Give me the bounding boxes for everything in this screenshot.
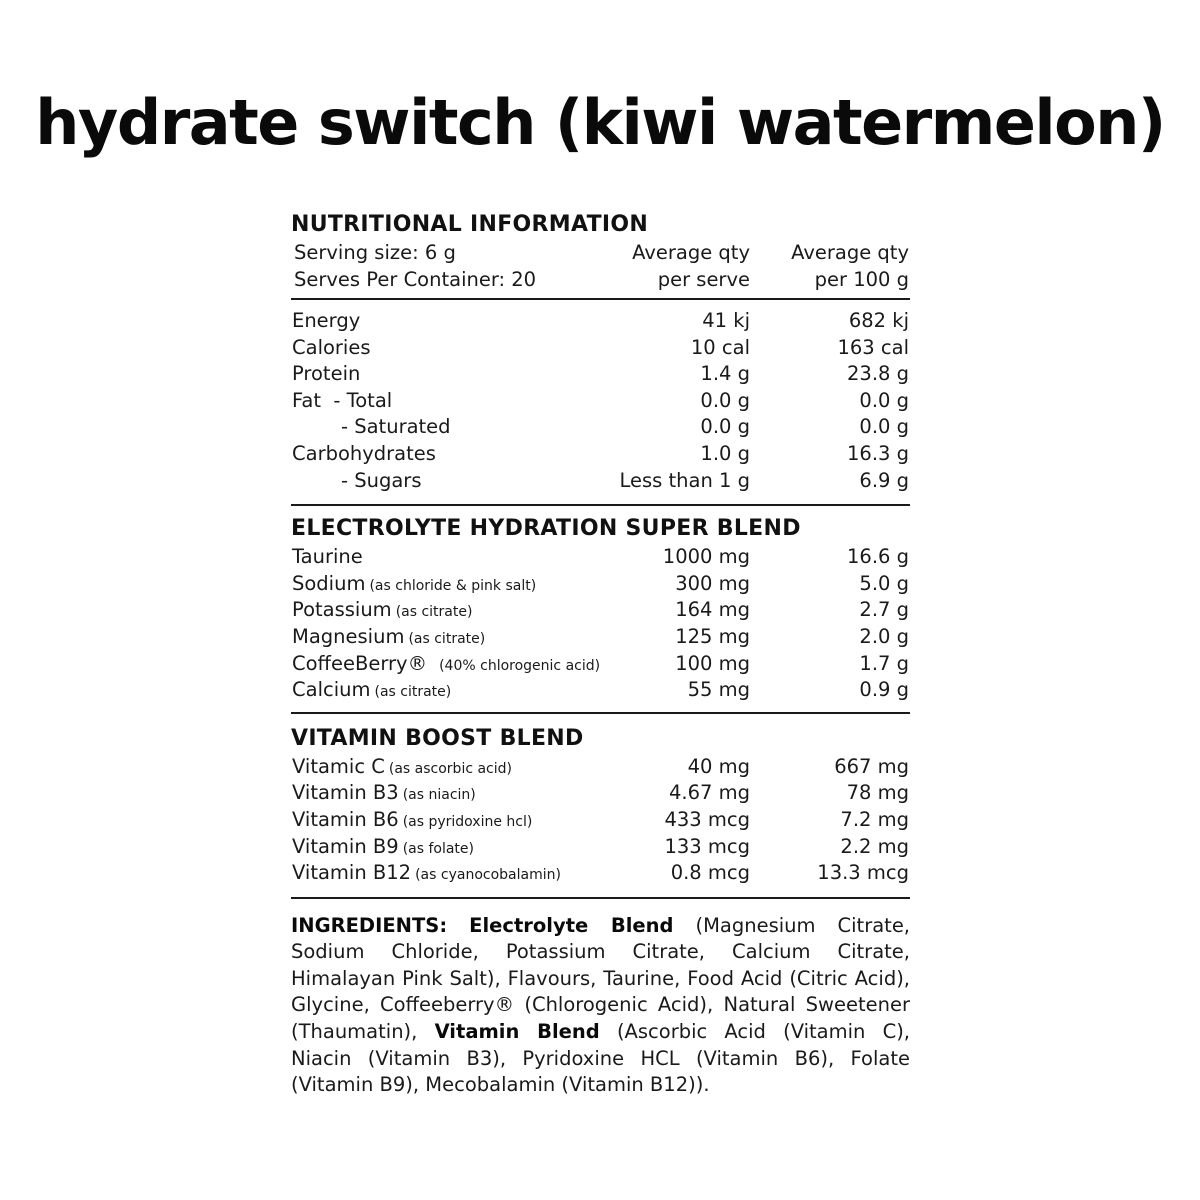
vitamin-name: Vitamic C bbox=[292, 754, 385, 778]
nutrition-rows bbox=[291, 308, 910, 494]
row-name: Energy bbox=[292, 309, 361, 332]
table-row bbox=[291, 754, 910, 781]
ingredient-note: (as citrate) bbox=[374, 684, 452, 701]
row-name: Calories bbox=[292, 335, 371, 359]
table-row bbox=[291, 780, 910, 807]
table-row bbox=[291, 441, 910, 468]
row-name: - Sugars bbox=[341, 468, 422, 492]
ingredient-name: Potassium bbox=[292, 598, 392, 622]
row-per-100g: 7.2 mg bbox=[840, 807, 909, 831]
electrolyte-rows bbox=[291, 544, 910, 704]
divider bbox=[291, 712, 910, 714]
vitamin-note: (as ascorbic acid) bbox=[388, 760, 512, 777]
row-per-100g: 2.0 g bbox=[859, 624, 909, 648]
row-per-100g: 1.7 g bbox=[859, 651, 909, 675]
vitamin-note: (as cyanocobalamin) bbox=[415, 867, 561, 884]
row-per-serve: 40 mg bbox=[687, 754, 750, 778]
table-row bbox=[291, 414, 910, 441]
table-row bbox=[291, 834, 910, 861]
table-row bbox=[291, 677, 910, 704]
nutrition-heading: NUTRITIONAL INFORMATION bbox=[291, 212, 649, 237]
row-name bbox=[292, 780, 476, 809]
row-per-serve: 55 mg bbox=[687, 678, 750, 702]
row-per-serve: 10 cal bbox=[690, 335, 750, 359]
table-row bbox=[291, 388, 910, 415]
electrolyte-heading: ELECTROLYTE HYDRATION SUPER BLEND bbox=[291, 516, 801, 542]
table-row bbox=[291, 571, 910, 598]
table-row bbox=[291, 624, 910, 651]
row-name bbox=[292, 677, 451, 706]
nutrition-table-header bbox=[291, 240, 910, 294]
electrolyte-blend-label: Electrolyte Blend bbox=[469, 913, 674, 937]
table-row bbox=[291, 361, 910, 388]
table-row bbox=[291, 308, 910, 335]
ingredient-note: (40% chlorogenic acid) bbox=[439, 657, 601, 674]
row-per-serve: 1.4 g bbox=[700, 362, 750, 386]
vitamin-note: (as pyridoxine hcl) bbox=[402, 813, 533, 830]
product-title: hydrate switch (kiwi watermelon) bbox=[35, 86, 1165, 159]
row-per-100g: 2.2 mg bbox=[840, 834, 909, 858]
column-header-per-serve-line1: Average qty bbox=[632, 241, 750, 264]
row-per-serve: 100 mg bbox=[675, 651, 750, 675]
vitamin-blend-label: Vitamin Blend bbox=[434, 1020, 600, 1044]
table-row bbox=[291, 597, 910, 624]
row-name: Carbohydrates bbox=[292, 441, 436, 465]
row-per-serve: 1000 mg bbox=[662, 545, 750, 569]
row-per-100g: 23.8 g bbox=[847, 362, 909, 386]
row-per-100g: 0.0 g bbox=[859, 415, 909, 439]
column-header-per-100g-line1: Average qty bbox=[791, 241, 909, 264]
column-header-per-100g-line2: per 100 g bbox=[814, 267, 909, 291]
row-per-serve: 4.67 mg bbox=[669, 781, 750, 805]
vitamin-heading: VITAMIN BOOST BLEND bbox=[291, 725, 584, 751]
vitamin-note: (as niacin) bbox=[402, 787, 476, 804]
electrolyte-blend-text: (Magnesium Citrate, Sodium Chloride, Potassium Citrate, Calcium Citrate, Himalayan Pink Salt), Flavours, Taurine, Food Acid (Citric Acid), Glycine, Coffeeberry® (Chlorogenic Acid), Natural Sweetener (Thaumatin), bbox=[291, 913, 911, 1044]
vitamin-name: Vitamin B12 bbox=[292, 861, 412, 885]
row-per-serve: 0.0 g bbox=[700, 415, 750, 439]
row-per-serve: 300 mg bbox=[675, 571, 750, 595]
row-per-serve: 164 mg bbox=[675, 598, 750, 622]
ingredient-name: CoffeeBerry® bbox=[292, 651, 428, 675]
serving-size: Serving size: 6 g bbox=[294, 241, 456, 264]
table-row bbox=[291, 544, 910, 571]
row-name bbox=[292, 651, 600, 680]
row-per-100g: 0.0 g bbox=[859, 388, 909, 412]
row-name bbox=[292, 807, 532, 836]
ingredient-name: Magnesium bbox=[292, 624, 405, 648]
vitamin-name: Vitamin B6 bbox=[292, 807, 399, 831]
row-per-100g: 0.9 g bbox=[859, 678, 909, 702]
row-name bbox=[292, 754, 512, 783]
row-per-serve: 133 mcg bbox=[664, 834, 750, 858]
row-name: Protein bbox=[292, 362, 361, 386]
row-per-serve: 1.0 g bbox=[700, 441, 750, 465]
row-per-100g: 13.3 mcg bbox=[817, 861, 909, 885]
table-row bbox=[291, 807, 910, 834]
ingredient-name: Taurine bbox=[292, 545, 363, 569]
row-per-100g: 16.3 g bbox=[847, 441, 909, 465]
row-per-100g: 6.9 g bbox=[859, 468, 909, 492]
table-row bbox=[291, 468, 910, 495]
row-per-100g: 682 kj bbox=[848, 309, 909, 332]
row-per-serve: 125 mg bbox=[675, 624, 750, 648]
ingredient-name: Calcium bbox=[292, 678, 371, 702]
vitamin-name: Vitamin B3 bbox=[292, 781, 399, 805]
row-per-serve: 0.0 g bbox=[700, 388, 750, 412]
row-per-100g: 16.6 g bbox=[847, 545, 909, 569]
serving-info bbox=[294, 240, 536, 293]
row-per-100g: 163 cal bbox=[837, 335, 909, 359]
vitamin-name: Vitamin B9 bbox=[292, 834, 399, 858]
row-per-serve: 433 mcg bbox=[664, 807, 750, 831]
row-name bbox=[292, 544, 367, 573]
row-per-100g: 78 mg bbox=[846, 781, 909, 805]
nutrition-panel bbox=[291, 210, 910, 1099]
column-header-per-serve bbox=[632, 240, 750, 293]
table-row bbox=[291, 651, 910, 678]
divider bbox=[291, 897, 910, 899]
vitamin-blend-text: (Ascorbic Acid (Vitamin C), Niacin (Vitamin B3), Pyridoxine HCL (Vitamin B6), Folate (Vitamin B9), Mecobalamin (Vitamin B12)). bbox=[291, 1020, 911, 1097]
row-per-serve: Less than 1 g bbox=[619, 468, 750, 492]
table-row bbox=[291, 860, 910, 887]
row-name: Fat - Total bbox=[292, 388, 393, 412]
ingredients-label: INGREDIENTS: bbox=[291, 913, 448, 937]
vitamin-rows bbox=[291, 754, 910, 887]
ingredient-note: (as citrate) bbox=[395, 604, 473, 621]
row-per-100g: 2.7 g bbox=[859, 598, 909, 622]
row-name: - Saturated bbox=[341, 415, 451, 439]
ingredient-note: (as chloride & pink salt) bbox=[369, 577, 537, 594]
row-name bbox=[292, 834, 474, 863]
row-name bbox=[292, 860, 561, 889]
table-row bbox=[291, 335, 910, 362]
ingredient-note: (as citrate) bbox=[408, 630, 486, 647]
row-name bbox=[292, 624, 485, 653]
row-name bbox=[292, 597, 472, 626]
row-per-100g: 667 mg bbox=[834, 754, 909, 778]
row-name bbox=[292, 571, 536, 600]
row-per-serve: 0.8 mcg bbox=[670, 861, 750, 885]
vitamin-note: (as folate) bbox=[402, 840, 474, 857]
divider bbox=[291, 504, 910, 506]
ingredients-text bbox=[291, 913, 910, 1099]
column-header-per-100g bbox=[791, 240, 909, 293]
row-per-100g: 5.0 g bbox=[859, 571, 909, 595]
divider bbox=[291, 298, 910, 300]
serves-per-container: Serves Per Container: 20 bbox=[294, 267, 537, 291]
column-header-per-serve-line2: per serve bbox=[657, 267, 750, 291]
ingredient-name: Sodium bbox=[292, 571, 366, 595]
row-per-serve: 41 kj bbox=[702, 309, 750, 332]
